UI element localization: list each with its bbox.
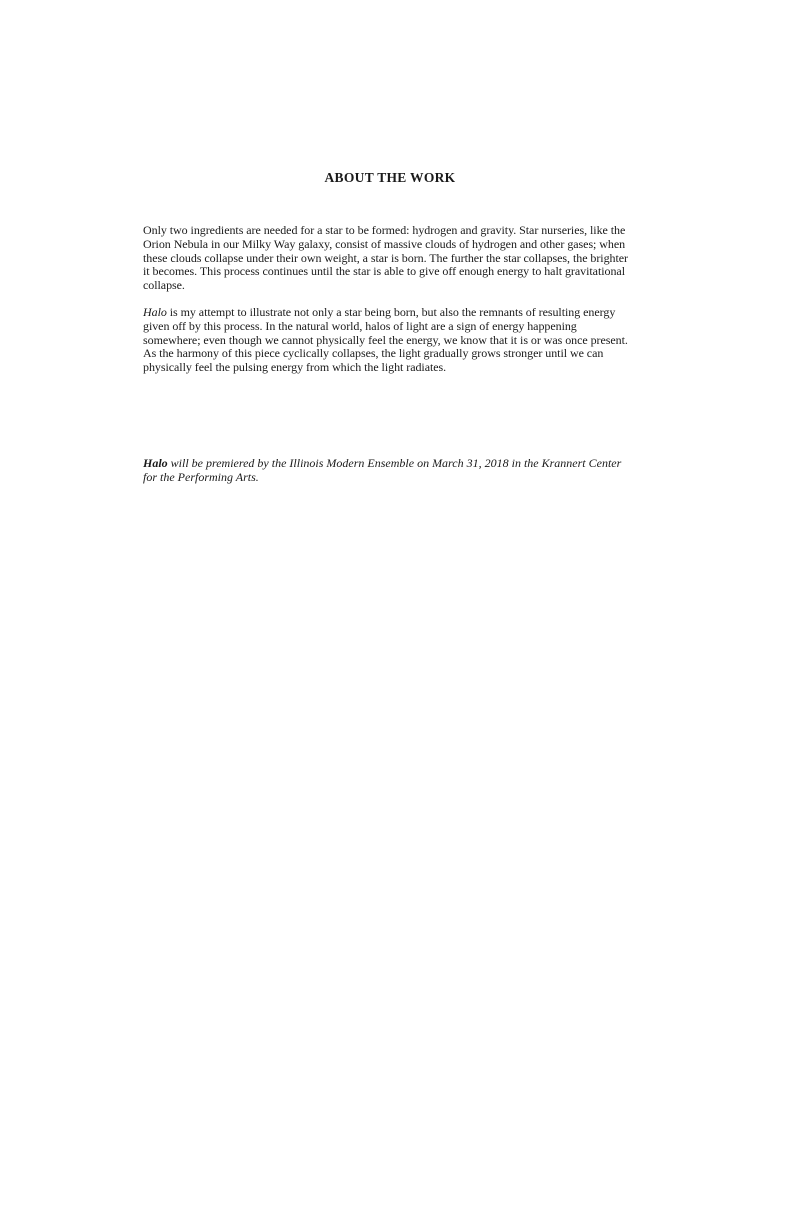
paragraph-halo-description bbox=[143, 306, 637, 375]
paragraph-halo-text: is my attempt to illustrate not only a star being born, but also the remnants of resulting energy given off by this process. In the natural world, halos of light are a sign of energy happening somewhere; even though we cannot physically feel the energy, we know that it is or was once present. As the harmony of this piece cyclically collapses, the light gradually grows stronger until we can physically feel the pulsing energy from which the light radiates. bbox=[143, 305, 628, 375]
page-title: ABOUT THE WORK bbox=[324, 170, 456, 185]
paragraph-star-formation: Only two ingredients are needed for a star to be formed: hydrogen and gravity. Star nurseries, like the Orion Nebula in our Milky Way galaxy, consist of massive clouds of hydrogen and other gases; when these clouds collapse under their own weight, a star is born. The further the star collapses, the brighter it becomes. This process continues until the star is able to give off enough energy to halt gravitational collapse. bbox=[143, 223, 629, 293]
work-title-halo: Halo bbox=[143, 305, 167, 319]
premiere-note bbox=[143, 457, 637, 485]
premiere-text: will be premiered by the Illinois Modern Ensemble on March 31, 2018 in the Krannert Center for the Performing Arts. bbox=[143, 456, 622, 484]
premiere-work-title: Halo bbox=[143, 456, 168, 470]
